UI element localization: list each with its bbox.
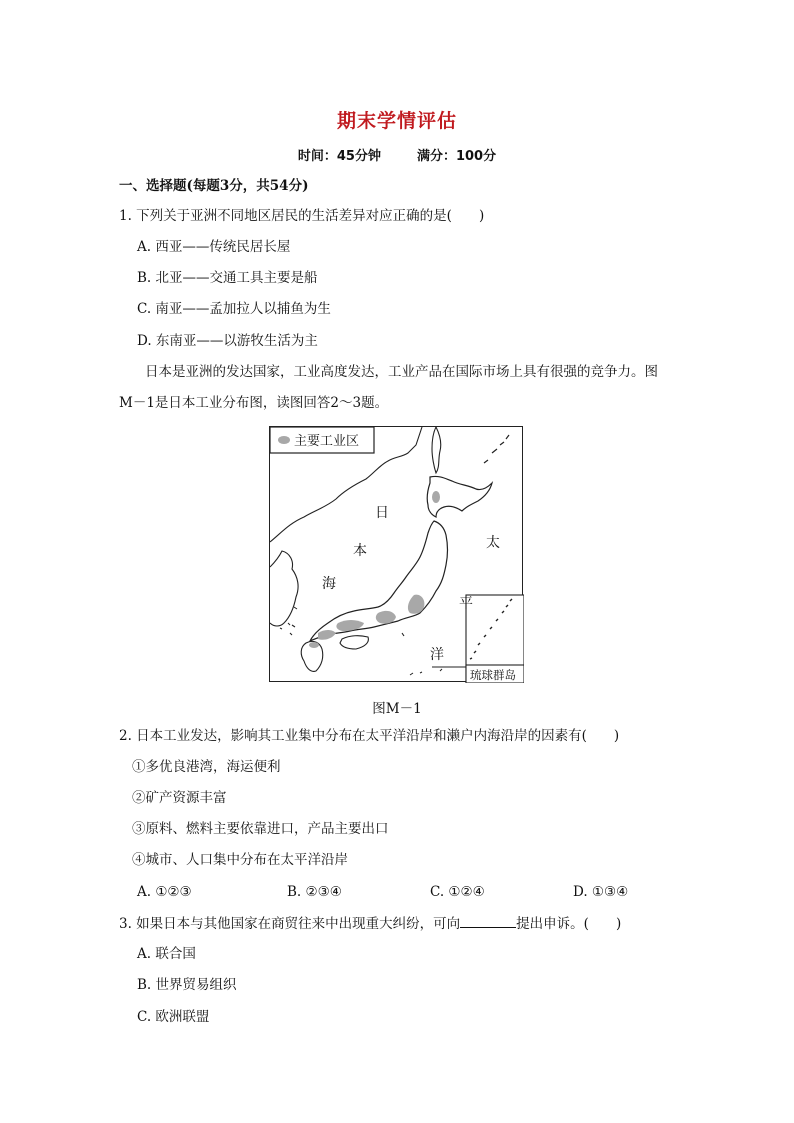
intro-line-1: 日本是亚洲的发达国家，工业高度发达，工业产品在国际市场上具有很强的竞争力。图 bbox=[145, 364, 658, 380]
question-1-option-c: C. 南亚——孟加拉人以捕鱼为生 bbox=[137, 301, 331, 317]
question-2-item-1: ①多优良港湾，海运便利 bbox=[132, 759, 281, 775]
question-1-option-d: D. 东南亚——以游牧生活为主 bbox=[137, 333, 318, 349]
ocean-label-yang: 洋 bbox=[430, 647, 444, 663]
question-2-choice-c: C. ①②④ bbox=[430, 884, 485, 900]
time-info: 时间：45分钟 bbox=[297, 149, 381, 164]
intro-line-2: M－1是日本工业分布图，读图回答2～3题。 bbox=[119, 395, 389, 411]
question-2-item-2: ②矿产资源丰富 bbox=[132, 790, 227, 806]
ocean-label-tai: 太 bbox=[486, 535, 500, 551]
question-3-option-b: B. 世界贸易组织 bbox=[137, 977, 237, 993]
page-title: 期末学情评估 bbox=[336, 110, 457, 132]
inset-label: 琉球群岛 bbox=[470, 668, 516, 682]
legend-label: 主要工业区 bbox=[294, 434, 360, 449]
score-info: 满分：100分 bbox=[416, 149, 497, 164]
figure-caption: 图M－1 bbox=[372, 701, 422, 717]
answer-blank bbox=[460, 914, 516, 928]
question-3-stem-before: 3. 如果日本与其他国家在商贸往来中出现重大纠纷，可向 bbox=[119, 916, 461, 932]
exam-meta bbox=[0, 145, 794, 164]
question-2-item-4: ④城市、人口集中分布在太平洋沿岸 bbox=[132, 852, 348, 868]
sea-label-hai: 海 bbox=[322, 576, 336, 592]
question-3-stem bbox=[119, 914, 621, 933]
ocean-label-ping: 平 bbox=[459, 596, 473, 612]
legend-swatch bbox=[278, 436, 290, 444]
question-1-stem: 1. 下列关于亚洲不同地区居民的生活差异对应正确的是( ) bbox=[119, 208, 485, 224]
question-2-choice-d: D. ①③④ bbox=[573, 884, 629, 900]
section-heading: 一、选择题(每题3分，共54分) bbox=[119, 178, 309, 194]
question-3-option-a: A. 联合国 bbox=[137, 946, 196, 962]
question-1-option-a: A. 西亚——传统民居长屋 bbox=[137, 239, 291, 255]
question-1-option-b: B. 北亚——交通工具主要是船 bbox=[137, 270, 318, 286]
question-2-stem: 2. 日本工业发达，影响其工业集中分布在太平洋沿岸和濑户内海沿岸的因素有( ) bbox=[119, 728, 620, 744]
question-2-choice-a: A. ①②③ bbox=[137, 884, 192, 900]
question-2-item-3: ③原料、燃料主要依靠进口，产品主要出口 bbox=[132, 821, 389, 837]
question-3-option-c: C. 欧洲联盟 bbox=[137, 1009, 210, 1025]
question-3-stem-after: 提出申诉。( ) bbox=[516, 916, 622, 932]
sea-label-ben: 本 bbox=[353, 543, 367, 559]
sea-label-ri: 日 bbox=[375, 505, 389, 521]
question-2-choice-b: B. ②③④ bbox=[287, 884, 342, 900]
japan-industry-map bbox=[269, 426, 523, 682]
map-drawing bbox=[270, 427, 524, 683]
